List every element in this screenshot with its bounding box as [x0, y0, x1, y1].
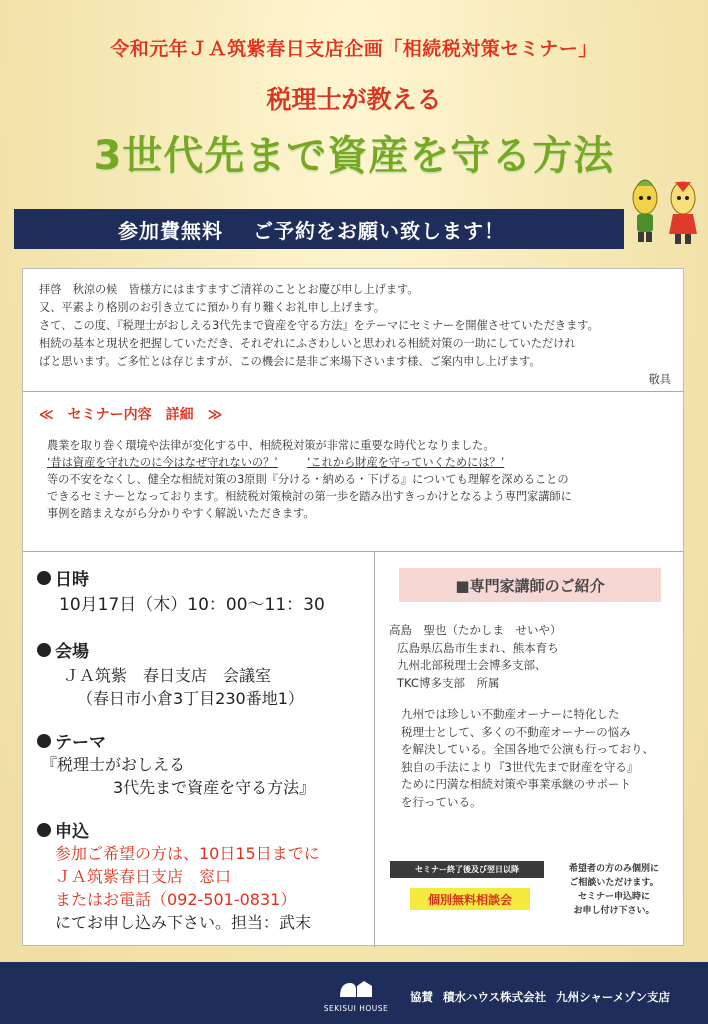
seminar-questions: [47, 454, 667, 471]
lecturer-heading: ■専門家講師のご紹介: [399, 568, 661, 602]
apply-deadline: 参加ご希望の方は、10日15日までに: [55, 844, 320, 863]
date-value: 10月17日（木）10：00～11：30: [59, 595, 325, 615]
event-info: [37, 565, 367, 934]
sponsor-company: 積水ハウス株式会社: [443, 990, 547, 1004]
seminar-details-heading: ≪ セミナー内容 詳細 ≫: [39, 407, 223, 423]
profile-line: 九州北部税理士会博多支部、: [397, 658, 547, 672]
bullet-icon: [37, 643, 51, 657]
greeting-line: 相続の基本と現状を把握していただき、それぞれにふさわしいと思われる相続対策の一助にしていただけれ: [39, 337, 576, 350]
consultation-note: 希望者の方のみ個別に ご相談いただけます。 セミナー申込時に お申し付け下さい。: [568, 864, 659, 916]
main-content-card: [22, 268, 684, 946]
apply-contact: にてお申し込み下さい。担当：武末: [55, 913, 312, 932]
lecturer-description: [401, 706, 681, 811]
description-line: 税理士として、多くの不動産オーナーの悩み: [401, 724, 631, 739]
apply-counter: ＪＡ筑紫春日支店 窓口: [55, 867, 232, 886]
mascot-illustration: [623, 176, 707, 248]
profile-line: 広島県広島市生まれ、熊本育ち: [397, 640, 559, 655]
bullet-icon: [37, 823, 51, 837]
divider: [23, 551, 683, 552]
description-line: ために円満な相続対策や事業承継のサポート: [401, 777, 631, 791]
apply-phone: またはお電話（092-501-0831）: [55, 890, 297, 909]
description-line: 独自の手法により『3世代先まで財産を守る』: [401, 759, 639, 774]
seminar-line: できるセミナーとなっております。相続税対策検討の第一歩を踏み出すきっかけとなるよう専門家講師に: [47, 490, 572, 503]
sponsor-footer: [0, 962, 708, 1024]
seminar-main-title: 3世代先まで資産を守る方法: [93, 133, 615, 179]
fee-text: 参加費無料: [118, 218, 223, 243]
sekisui-house-logo: SEKISUI HOUSE: [316, 980, 396, 1013]
lecturer-profile: [389, 622, 679, 692]
greeting-line: 又、平素より格別のお引き立てに預かり有り難くお礼申し上げます。: [39, 301, 385, 314]
seminar-organizer-title: 令和元年ＪＡ筑紫春日支店企画「相続税対策セミナー」: [110, 38, 598, 60]
greeting-line: ばと思います。ご多忙とは存じますが、この機会に是非ご来場下さいます様、ご案内申し上げます。: [39, 355, 541, 368]
divider: [23, 391, 683, 392]
free-entry-banner: [14, 209, 624, 249]
seminar-line: 事例を踏まえながら分かりやすく解説いただきます。: [47, 507, 315, 520]
theme-line-1: 『税理士がおしえる: [41, 755, 186, 774]
bullet-icon: [37, 734, 51, 748]
question-2: ‘これから財産を守っていくためには？’: [307, 456, 505, 469]
description-line: を解決している。全国各地で公演も行っており、: [401, 742, 654, 756]
lecturer-name: 高島 聖也（たかしま せいや）: [389, 623, 562, 637]
venue-name: ＪＡ筑紫 春日支店 会議室: [63, 666, 272, 685]
house-logo-icon: [338, 980, 374, 998]
column-divider: [374, 551, 375, 947]
sponsor-branch: 九州シャーメゾン支店: [556, 990, 671, 1004]
theme-label: テーマ: [37, 728, 367, 753]
consultation-timing: セミナー終了後及び翌日以降: [390, 861, 544, 878]
seminar-line: 農業を取り巻く環境や法律が変化する中、相続税対策が非常に重要な時代となりました。: [47, 439, 495, 452]
bullet-icon: [37, 571, 51, 585]
reservation-text: ご予約をお願い致します！: [253, 218, 505, 243]
sponsor-label: 協賛: [410, 990, 433, 1004]
letter-closing: 敬具: [648, 373, 671, 386]
apply-label: 申込: [37, 817, 367, 842]
date-label: 日時: [37, 565, 367, 590]
description-line: 九州では珍しい不動産オーナーに特化した: [401, 707, 620, 721]
description-line: を行っている。: [401, 794, 482, 809]
sponsor-text: [410, 989, 670, 1005]
greeting-line: 拝啓 秋涼の候 皆様方にはますますご清祥のこととお慶び申し上げます。: [39, 283, 419, 296]
greeting-line: さて、この度、『税理士がおしえる3代先まで資産を守る方法』をテーマにセミナーを開催させていただきます。: [39, 319, 599, 332]
greeting-letter: [39, 281, 671, 371]
seminar-subtitle: 税理士が教える: [266, 85, 442, 114]
theme-line-2: 3代先まで資産を守る方法』: [113, 778, 316, 797]
seminar-line: 等の不安をなくし、健全な相続対策の3原則『分ける・納める・下げる』についても理解を深めることの: [47, 473, 569, 486]
consultation-label: 個別無料相談会: [410, 888, 530, 910]
question-1: ‘昔は資産を守れたのに今はなぜ守れないの？’: [47, 456, 278, 469]
venue-label: 会場: [37, 637, 367, 662]
seminar-details-body: [47, 437, 667, 522]
venue-address: （春日市小倉3丁目230番地1）: [77, 689, 304, 708]
profile-line: TKC博多支部 所属: [397, 675, 500, 690]
